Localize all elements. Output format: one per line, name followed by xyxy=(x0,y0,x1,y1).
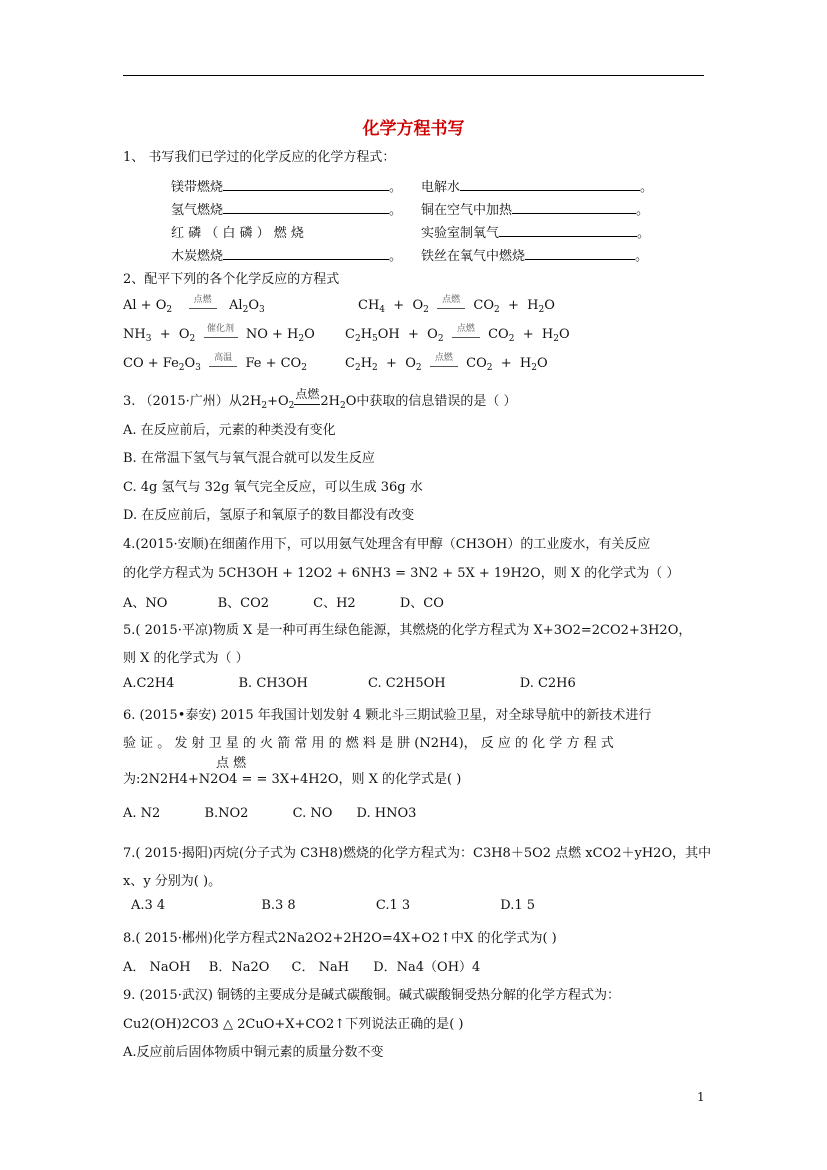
q5-line-1: 5.( 2015·平凉)物质 X 是一种可再生绿色能源，其燃烧的化学方程式为 X+3O2=2CO2+3H2O， xyxy=(123,623,692,638)
q9-line-1: 9. (2015·武汉) 铜锈的主要成分是碱式碳酸铜。碱式碳酸铜受热分解的化学方程式为： xyxy=(123,988,621,1003)
q3-stem: 3. （2015·广州）从$2H_2+O_2$ 点燃 $2H_2O$中获取的信息错误的是（ ） xyxy=(123,387,517,411)
q6-line-3: 为:2N2H4+N2O4 = = 3X+4H2O，则 X 的化学式是( ) xyxy=(123,772,462,787)
q6-line-1: 6. (2015•泰安) 2015 年我国计划发射 4 颗北斗三期试验卫星，对全球导航中的新技术进行 xyxy=(123,708,652,723)
q5-options: A.C2H4 B. CH3OH C. C2H5OH D. C2H6 xyxy=(123,676,576,691)
q1-item-4: 铜在空气中加热 。 xyxy=(421,203,650,218)
q7-line-1: 7.( 2015·揭阳)丙烷(分子式为 C3H8)燃烧的化学方程式为：C3H8＋5O2 点燃 xCO2＋yH2O，其中 xyxy=(123,846,712,861)
q2-stem: 2、配平下列的各个化学反应的方程式 xyxy=(123,272,340,287)
q8-options: A． NaOH B．Na2O C． NaH D．Na4（OH）4 xyxy=(123,960,481,975)
q3-option-a: A. 在反应前后，元素的种类没有变化 xyxy=(123,423,336,438)
q7-line-2: x、y 分别为( )。 xyxy=(123,874,222,889)
q1-item-7: 木炭燃烧 。 xyxy=(171,249,403,264)
q2-eq-3: $NH_3 + O_2$ 催化剂 NO + $H_2O$ xyxy=(123,324,315,344)
q2-eq-2: $CH_4 + O_2$ 点燃 $CO_2 + H_2O$ xyxy=(358,295,555,315)
q1-stem: 1、 书写我们已学过的化学反应的化学方程式： xyxy=(123,150,396,165)
q3-option-d: D. 在反应前后，氢原子和氧原子的数目都没有改变 xyxy=(123,508,415,523)
q3-option-b: B. 在常温下氢气与氧气混合就可以发生反应 xyxy=(123,451,375,466)
q2-eq-4: $C_2H_5OH + O_2$ 点燃 $CO_2 + H_2O$ xyxy=(345,324,570,344)
q2-eq-5: CO + $Fe_2O_3$ 高温 $Fe + CO_2$ xyxy=(123,353,307,373)
q7-options: A.3 4 B.3 8 C.1 3 D.1 5 xyxy=(131,898,536,913)
q1-item-6: 实验室制氧气 。 xyxy=(421,226,651,241)
q3-option-c: C. 4g 氢气与 32g 氧气完全反应，可以生成 36g 水 xyxy=(123,480,423,495)
page-number: 1 xyxy=(697,1090,705,1104)
q2-eq-6: $C_2H_2 + O_2$ 点燃 $CO_2 + H_2O$ xyxy=(345,353,548,373)
q5-line-2: 则 X 的化学式为（ ） xyxy=(123,651,249,666)
q1-item-2: 电解水 。 xyxy=(421,180,654,195)
q9-line-2: Cu2(OH)2CO3 △ 2CuO+X+CO2↑下列说法正确的是( ) xyxy=(123,1017,464,1032)
page-title: 化学方程书写 xyxy=(362,119,465,139)
q6-options: A. N2 B.NO2 C. NO D. HNO3 xyxy=(123,806,417,821)
q2-eq-1: $Al + O_2$ 点燃 $Al_2O_3$ xyxy=(123,295,265,315)
q4-line-1: 4.(2015·安顺)在细菌作用下，可以用氨气处理含有甲醇（CH3OH）的工业废水，有关反应 xyxy=(123,537,651,552)
q6-condition: 点 燃 xyxy=(216,756,247,771)
q1-item-5: 红 磷 （ 白 磷 ） 燃 烧 xyxy=(171,226,304,241)
q4-options: A、NO B、CO2 C、H2 D、CO xyxy=(123,596,444,611)
q1-item-3: 氢气燃烧 。 xyxy=(171,203,403,218)
q1-item-8: 铁丝在氧气中燃烧 。 xyxy=(421,249,649,264)
header-rule xyxy=(123,75,704,76)
q4-line-2: 的化学方程式为 5CH3OH + 12O2 + 6NH3 = 3N2 + 5X + 19H2O，则 X 的化学式为（ ） xyxy=(123,566,680,581)
q8-line-1: 8.( 2015·郴州)化学方程式2Na2O2+2H2O=4X+O2↑中X 的化学式为( ) xyxy=(123,931,557,946)
q9-option-a: A.反应前后固体物质中铜元素的质量分数不变 xyxy=(123,1045,384,1060)
q6-line-2: 验 证 。 发 射 卫 星 的 火 箭 常 用 的 燃 料 是 肼 (N2H4)， 反 应 的 化 学 方 程 式 xyxy=(123,736,614,751)
q1-item-1: 镁带燃烧 。 xyxy=(171,180,403,195)
